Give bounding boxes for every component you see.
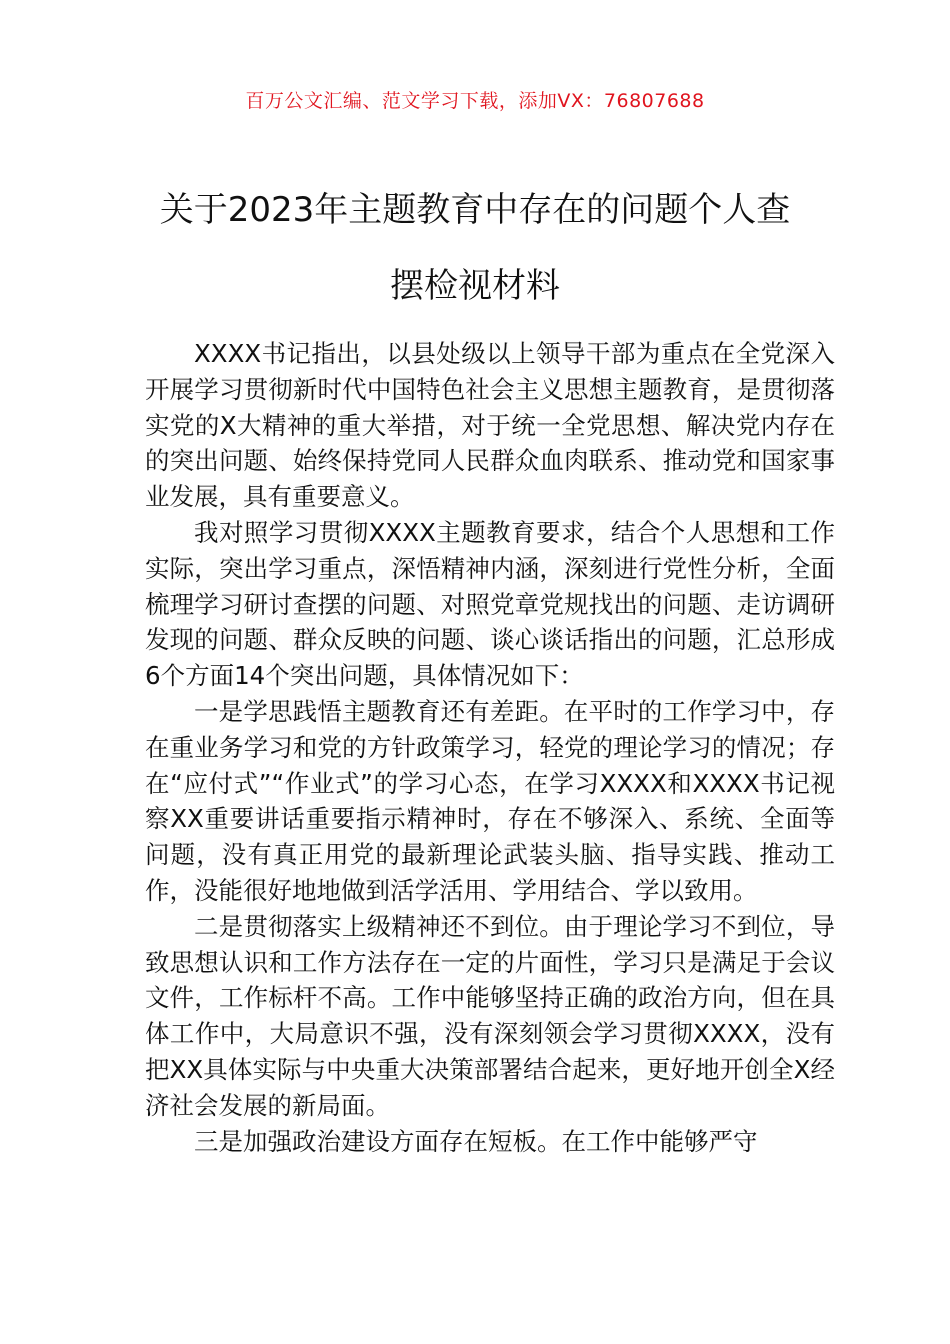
document-body (145, 336, 835, 1160)
paragraph-2: 我对照学习贯彻XXXX主题教育要求，结合个人思想和工作实际，突出学习重点，深悟精神内涵，深刻进行党性分析，全面梳理学习研讨查摆的问题、对照党章党规找出的问题、走访调研发现的问题、群众反映的问题、谈心谈话指出的问题，汇总形成6个方面14个突出问题，具体情况如下： (145, 517, 835, 691)
title-line-1: 关于2023年主题教育中存在的问题个人查 (159, 190, 791, 230)
paragraph-5: 三是加强政治建设方面存在短板。在工作中能够严守 (194, 1126, 758, 1156)
header-watermark-text: 百万公文汇编、范文学习下载，添加VX：76807688 (245, 90, 705, 112)
paragraph-3: 一是学思践悟主题教育还有差距。在平时的工作学习中，存在重业务学习和党的方针政策学习，轻党的理论学习的情况；存在“应付式”“作业式”的学习心态，在学习XXXX和XXXX书记视察XX重要讲话重要指示精神时，存在不够深入、系统、全面等问题，没有真正用党的最新理论武装头脑、指导实践、推动工作，没能很好地地做到活学活用、学用结合、学以致用。 (145, 696, 835, 905)
document-title (120, 172, 830, 324)
title-line-2: 摆检视材料 (390, 266, 560, 306)
paragraph-1: XXXX书记指出，以县处级以上领导干部为重点在全党深入开展学习贯彻新时代中国特色社会主义思想主题教育，是贯彻落实党的X大精神的重大举措，对于统一全党思想、解决党内存在的突出问题、始终保持党同人民群众血肉联系、推动党和国家事业发展，具有重要意义。 (145, 339, 835, 512)
paragraph-4: 二是贯彻落实上级精神还不到位。由于理论学习不到位，导致思想认识和工作方法存在一定的片面性，学习只是满足于会议文件，工作标杆不高。工作中能够坚持正确的政治方向，但在具体工作中，大局意识不强，没有深刻领会学习贯彻XXXX，没有把XX具体实际与中央重大决策部署结合起来，更好地开创全X经济社会发展的新局面。 (145, 911, 835, 1120)
